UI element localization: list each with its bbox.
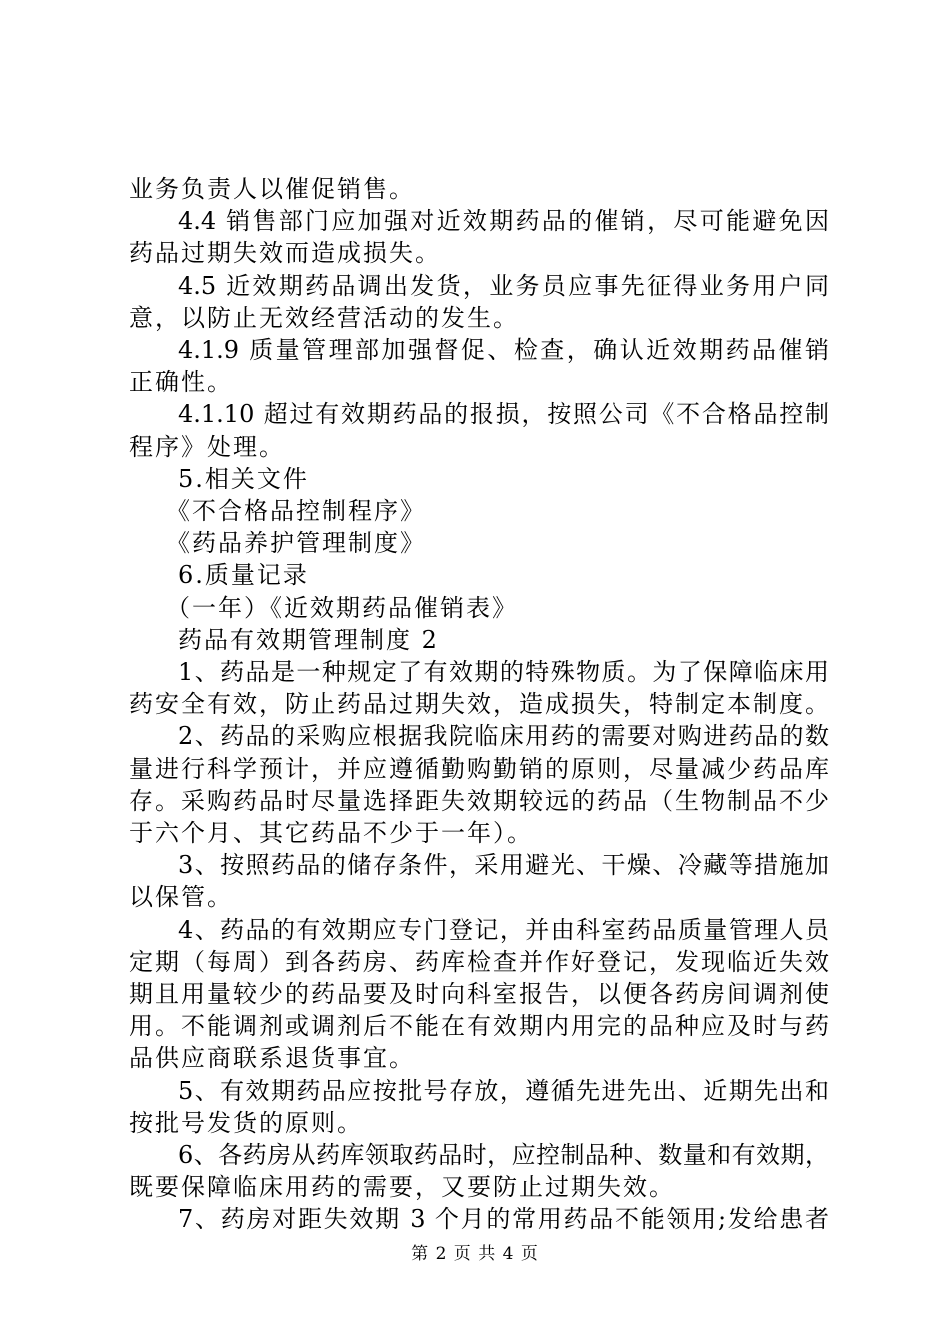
text-line: 定期（每周）到各药房、药库检查并作好登记，发现临近失效 bbox=[129, 947, 829, 976]
text-line: 4.1.10 超过有效期药品的报损，按照公司《不合格品控制 bbox=[178, 400, 829, 429]
text-line: 7、药房对距失效期 3 个月的常用药品不能领用;发给患者 bbox=[178, 1205, 829, 1234]
text-line: 按批号发货的原则。 bbox=[129, 1108, 363, 1137]
text-line: 于六个月、其它药品不少于一年）。 bbox=[129, 819, 533, 847]
section-heading: 5.相关文件 bbox=[178, 464, 309, 493]
text-line: 药安全有效，防止药品过期失效，造成损失，特制定本制度。 bbox=[129, 690, 829, 719]
text-line: 量进行科学预计，并应遵循勤购勤销的原则，尽量减少药品库 bbox=[129, 754, 829, 783]
text-line: 1、药品是一种规定了有效期的特殊物质。为了保障临床用 bbox=[178, 658, 829, 686]
text-line: 品供应商联系退货事宜。 bbox=[129, 1044, 415, 1073]
text-line: 5、有效期药品应按批号存放，遵循先进先出、近期先出和 bbox=[178, 1076, 829, 1105]
text-line: 期且用量较少的药品要及时向科室报告，以便各药房间调剂使 bbox=[129, 980, 829, 1008]
text-line: 6、各药房从药库领取药品时，应控制品种、数量和有效期， bbox=[178, 1141, 829, 1169]
text-line: 《药品养护管理制度》 bbox=[166, 529, 426, 558]
text-line: 程序》处理。 bbox=[129, 432, 285, 461]
text-line: 4、药品的有效期应专门登记，并由科室药品质量管理人员 bbox=[178, 915, 829, 944]
document-title: 药品有效期管理制度 2 bbox=[178, 625, 439, 654]
text-line: （一年）《近效期药品催销表》 bbox=[166, 593, 518, 622]
page-footer: 第 2 页 共 4 页 bbox=[411, 1244, 539, 1264]
section-heading: 6.质量记录 bbox=[178, 561, 309, 590]
text-line: 用。不能调剂或调剂后不能在有效期内用完的品种应及时与药 bbox=[129, 1012, 829, 1041]
text-line: 既要保障临床用药的需要，又要防止过期失效。 bbox=[129, 1173, 675, 1202]
text-line: 意，以防止无效经营活动的发生。 bbox=[129, 303, 519, 332]
text-line: 3、按照药品的储存条件，采用避光、干燥、冷藏等措施加 bbox=[178, 851, 829, 880]
text-line: 《不合格品控制程序》 bbox=[166, 497, 426, 525]
text-line: 正确性。 bbox=[129, 368, 233, 397]
text-line: 4.5 近效期药品调出发货，业务员应事先征得业务用户同 bbox=[178, 271, 829, 300]
text-line: 4.1.9 质量管理部加强督促、检查，确认近效期药品催销 bbox=[178, 336, 829, 364]
text-line: 以保管。 bbox=[129, 883, 233, 912]
text-line: 4.4 销售部门应加强对近效期药品的催销，尽可能避免因 bbox=[178, 207, 829, 236]
text-line: 药品过期失效而造成损失。 bbox=[129, 239, 441, 268]
text-line: 2、药品的采购应根据我院临床用药的需要对购进药品的数 bbox=[178, 722, 829, 751]
text-line: 业务负责人以催促销售。 bbox=[129, 175, 415, 203]
text-line: 存。采购药品时尽量选择距失效期较远的药品（生物制品不少 bbox=[129, 786, 829, 815]
